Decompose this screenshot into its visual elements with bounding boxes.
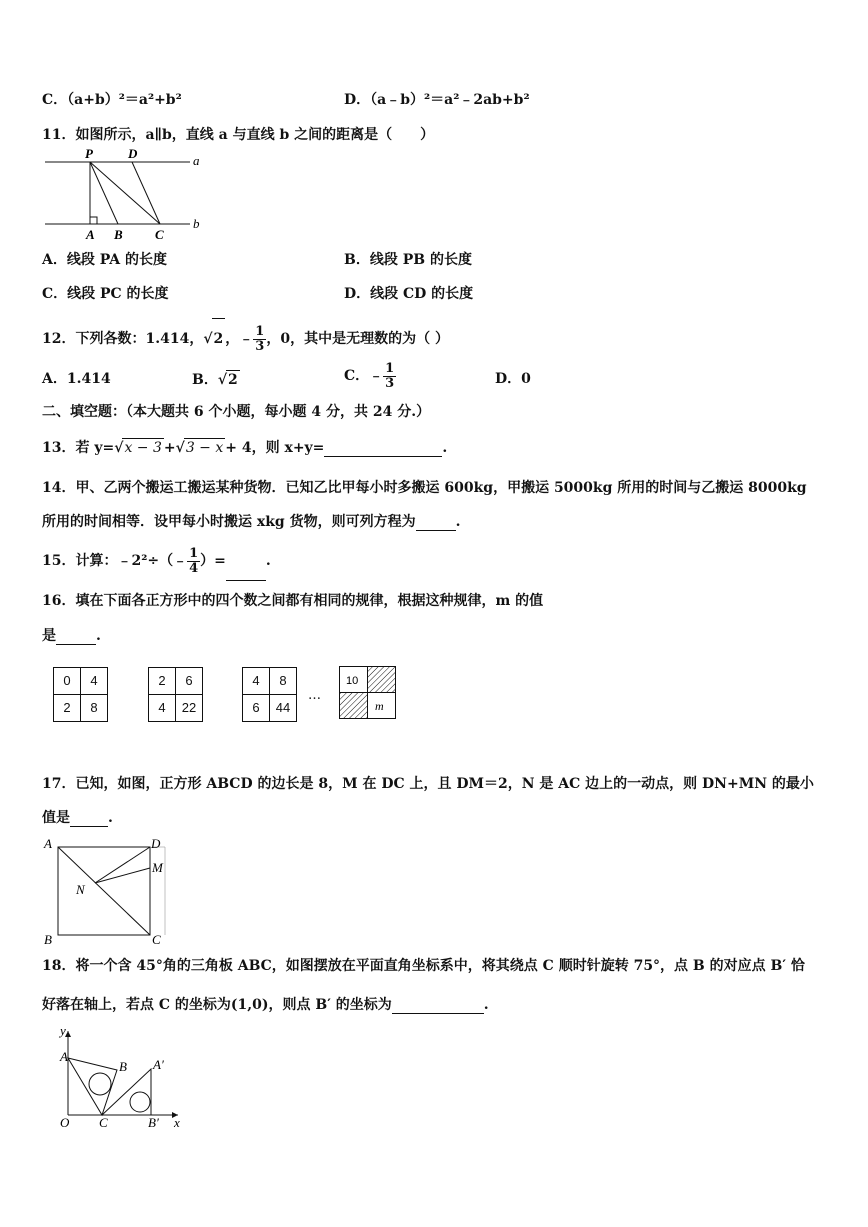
q16-line1: 16．填在下面各正方形中的四个数之间都有相同的规律，根据这种规律，m 的值: [42, 593, 544, 609]
square-4-tl: 10: [346, 675, 359, 687]
segment-nd: [95, 847, 150, 883]
q10-c-label: C．: [42, 92, 68, 108]
q12-frac-den: 3: [255, 338, 265, 354]
label-a: A: [86, 227, 95, 242]
q12-frac-num: 1: [255, 323, 265, 339]
q12-sqrt-value: 2: [212, 318, 226, 359]
label-a-prime: A′: [153, 1057, 164, 1072]
square-1-tr: 4: [90, 673, 98, 688]
q11-option-c: C．线段 PC 的长度: [42, 286, 169, 302]
square-3-tr: 8: [279, 673, 287, 688]
section-heading: 二、填空题：（本大题共 6 个小题，每小题 4 分，共 24 分.）: [42, 404, 431, 420]
q12-option-d: D．0: [495, 371, 531, 387]
label-b-prime: B′: [148, 1115, 159, 1130]
q15: [42, 541, 271, 581]
q12-fraction: [253, 325, 266, 354]
q15-frac-num: 1: [189, 545, 199, 561]
q12-c-fraction: [383, 362, 396, 391]
q15-frac-den: 4: [189, 560, 199, 576]
q12-option-c: [344, 356, 396, 396]
q18-line2-text: 好落在轴上，若点 C 的坐标为(1,0)，则点 B′ 的坐标为: [42, 997, 392, 1013]
label-a: A: [44, 836, 52, 851]
label-x: x: [174, 1115, 180, 1130]
q13: [42, 438, 447, 457]
label-d: D: [128, 146, 138, 161]
q15-answer-blank[interactable]: [226, 566, 266, 581]
square-2-tr: 6: [185, 673, 193, 688]
triangle-hole-2: [130, 1092, 150, 1112]
q16-line2-text: 是: [42, 628, 56, 644]
q12-c-label: C．﹣: [344, 368, 384, 384]
q10-option-c: [42, 91, 182, 109]
q10-option-d: [344, 91, 530, 109]
q18-line2: [42, 996, 489, 1014]
q11-option-d: D．线段 CD 的长度: [344, 286, 474, 302]
q12-c-frac-num: 1: [385, 360, 395, 376]
label-o: O: [60, 1115, 70, 1130]
q14-end: .: [455, 514, 461, 530]
q12-b-sqrt-sign: √: [217, 372, 228, 388]
q15-end: .: [265, 553, 271, 569]
q11-option-b: B．线段 PB 的长度: [344, 252, 472, 268]
q13-prefix: 13．若 y=: [42, 440, 115, 456]
q12-b-label: B．: [192, 372, 218, 388]
diagonal-ac: [58, 847, 150, 935]
q10-d-label: D．: [344, 92, 371, 108]
q12-option-b: [192, 370, 240, 389]
q12-sqrt-sign: √: [203, 331, 213, 347]
q10-d-expr: （a﹣b）²＝a²﹣2ab+b²: [370, 92, 530, 108]
q16-answer-blank[interactable]: [56, 630, 96, 645]
q13-sqrt2-sign: √: [175, 440, 185, 456]
q12-stem-end: ，0，其中是无理数的为（ ）: [266, 331, 449, 347]
square-1-tl: 0: [63, 673, 71, 688]
label-d: D: [151, 836, 161, 851]
q12-option-a: A．1.414: [42, 371, 111, 387]
square-2-br: 22: [181, 700, 197, 715]
square-2-tl: 2: [158, 673, 166, 688]
square-4-br: m: [375, 699, 384, 713]
label-a-line: a: [193, 153, 200, 168]
segment-dc: [132, 162, 160, 224]
square-2-bl: 4: [158, 700, 166, 715]
label-m: M: [152, 860, 163, 875]
label-b: B: [44, 932, 52, 946]
q11-stem: 11．如图所示，a∥b，直线 a 与直线 b 之间的距离是（ ）: [42, 127, 435, 143]
label-y: y: [60, 1027, 66, 1038]
triangle-abc: [68, 1058, 117, 1115]
q13-radicand-2: 3 − x: [185, 440, 224, 456]
label-n: N: [76, 882, 85, 897]
q16-ellipsis: …: [308, 688, 321, 703]
q14-answer-blank[interactable]: [416, 516, 456, 531]
q12-stem-neg: ，﹣: [225, 331, 254, 347]
q14-line2-text: 所用的时间相等．设甲每小时搬运 xkg 货物，则可列方程为: [42, 514, 416, 530]
q18-answer-blank[interactable]: [392, 999, 484, 1014]
q17-answer-blank[interactable]: [70, 812, 108, 827]
q13-plus: +: [163, 440, 176, 456]
square-1-br: 8: [90, 700, 98, 715]
q14-line1: 14．甲、乙两个搬运工搬运某种货物．已知乙比甲每小时多搬运 600kg，甲搬运 5000kg 所用的时间与乙搬运 8000kg: [42, 480, 807, 496]
q12-stem-start: 12．下列各数：1.414，: [42, 331, 204, 347]
q11-option-a: A．线段 PA 的长度: [42, 252, 167, 268]
q14-line2: [42, 513, 460, 531]
q17-figure: [40, 834, 170, 946]
square-3-br: 44: [275, 700, 291, 715]
number-square-1: [53, 667, 108, 722]
q13-tail: + 4，则 x+y=: [225, 440, 325, 456]
q17-line1: 17．已知，如图，正方形 ABCD 的边长是 8，M 在 DC 上，且 DM＝2，N 是 AC 边上的一动点，则 DN+MN 的最小: [42, 776, 814, 792]
square-4-hatch-tr: [368, 667, 396, 693]
square-4-hatch-bl: [340, 693, 368, 719]
q17-line2: [42, 809, 113, 827]
q12-b-sqrt-value: 2: [228, 372, 238, 388]
label-c: C: [99, 1115, 108, 1130]
triangle-hole-1: [89, 1073, 111, 1095]
square-3-tl: 4: [252, 673, 260, 688]
number-square-4: [339, 666, 397, 720]
q10-c-expr: （a+b）²＝a²+b²: [67, 92, 182, 108]
number-square-2: [148, 667, 203, 722]
q17-end: .: [108, 810, 113, 826]
q11-figure: [40, 146, 205, 242]
label-c: C: [155, 227, 164, 242]
number-square-3: [242, 667, 297, 722]
label-c: C: [152, 932, 161, 946]
square-1-bl: 2: [63, 700, 71, 715]
q18-figure: [56, 1027, 186, 1133]
q17-line2-text: 值是: [42, 810, 70, 826]
square-3-bl: 6: [252, 700, 260, 715]
q13-sqrt1-sign: √: [114, 440, 124, 456]
q13-radicand-1: x − 3: [124, 440, 162, 456]
label-a: A: [60, 1049, 68, 1064]
q13-answer-blank[interactable]: [324, 442, 442, 457]
label-b: B: [114, 227, 123, 242]
q18-end: .: [483, 997, 489, 1013]
q12-c-frac-den: 3: [385, 375, 395, 391]
q15-prefix: 15．计算：﹣2²÷（﹣: [42, 553, 188, 569]
segment-pc: [90, 162, 160, 224]
label-b: B: [119, 1059, 127, 1074]
segment-nm: [95, 868, 150, 883]
q13-end: .: [442, 440, 448, 456]
q16-line2: [42, 627, 101, 645]
q15-fraction: [187, 547, 200, 576]
q18-line1: 18．将一个含 45°角的三角板 ABC，如图摆放在平面直角坐标系中，将其绕点 C 顺时针旋转 75°，点 B 的对应点 B′ 恰: [42, 958, 805, 974]
segment-pb: [90, 162, 118, 224]
q12-stem: [42, 318, 449, 359]
label-b-line: b: [193, 216, 200, 231]
label-p: P: [85, 146, 93, 161]
q16-end: .: [96, 628, 101, 644]
right-angle-mark: [90, 217, 97, 224]
q15-suffix: ）=: [200, 553, 226, 569]
